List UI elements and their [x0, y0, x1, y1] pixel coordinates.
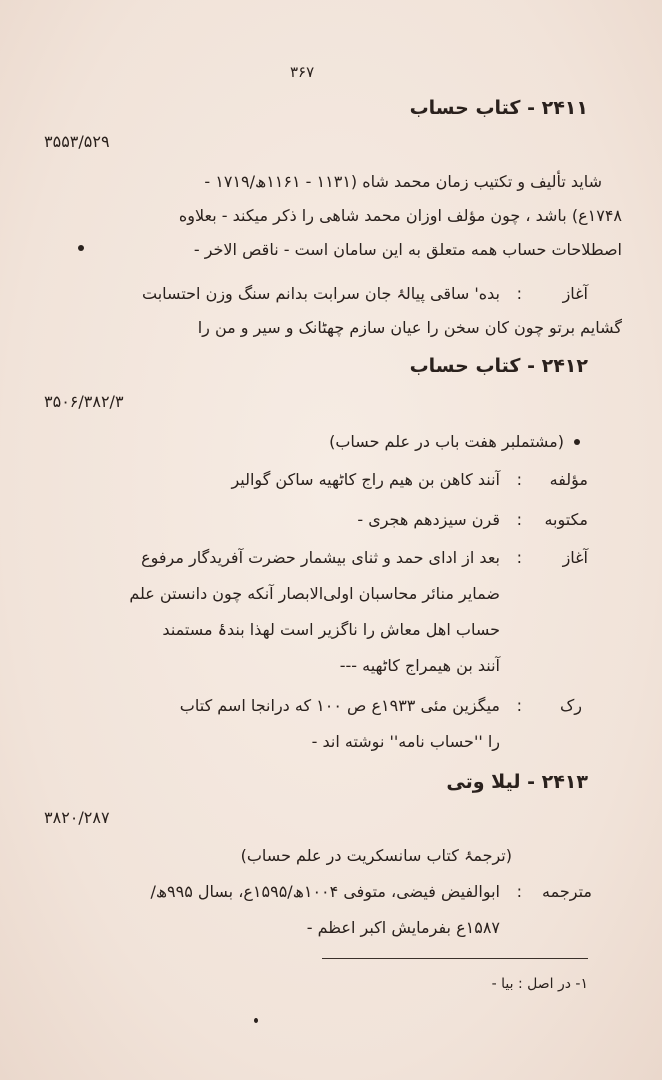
incipit-text: آنند بن هیمراج کاٹھیه ---: [339, 656, 500, 675]
incipit-text: ضمایر منائر محاسبان اولی‌الابصار آنکه چون دانستن علم: [129, 584, 500, 603]
field-sep: :: [516, 470, 522, 489]
entry-text-line: ۱۷۴۸ع) باشد ، چون مؤلف اوزان محمد شاهی را ذکر میکند - بعلاوه: [178, 206, 622, 225]
field-label: آغاز: [562, 548, 588, 567]
field-sep: :: [516, 548, 522, 567]
entry-text-line: شاید تألیف و تکتیب زمان محمد شاه (۱۱۳۱ - ۱۱۶۱ھ/۱۷۱۹ -: [204, 172, 602, 191]
field-sep: :: [516, 696, 522, 715]
contents-note: (ترجمۂ کتاب سانسکریت در علم حساب): [240, 846, 512, 865]
shelf-number: ۳۸۲۰/۲۸۷: [44, 808, 110, 827]
translator-text: ابوالفیض فیضی، متوفی ۱۰۰۴ھ/۱۵۹۵ع، بسال ۹۹۵ھ/: [150, 882, 500, 901]
footnote-rule: [322, 958, 588, 959]
shelf-number: ۳۵۰۶/۳۸۲/۳: [44, 392, 124, 411]
entry-heading: ۲۴۱۳ - لیلا وتی: [446, 771, 588, 793]
field-sep: :: [516, 882, 522, 901]
incipit-label: آغاز: [562, 284, 588, 303]
author-value: آنند کاهن بن هیم راج کاٹھیه ساکن گوالیر: [231, 470, 500, 489]
incipit-verse: بده' ساقی پیالۂ جان سرابت بدانم سنگ وزن احتسابت: [142, 284, 500, 303]
date-value: قرن سیزدهم هجری -: [357, 510, 500, 529]
incipit-text: حساب اهل معاش را ناگزیر است لهذا بندۂ مستمند: [162, 620, 500, 639]
bullet-mark: [78, 245, 84, 251]
contents-note: (مشتملبر هفت باب در علم حساب): [329, 432, 564, 451]
footnote: ۱- در اصل : بیا -: [491, 976, 588, 992]
reference-text: را ''حساب نامه'' نوشته اند -: [311, 732, 500, 751]
page-mark: [254, 1018, 258, 1023]
entry-heading: ۲۴۱۱ - کتاب حساب: [409, 97, 588, 119]
entry-heading: ۲۴۱۲ - کتاب حساب: [409, 355, 588, 377]
shelf-number: ۳۵۵۳/۵۲۹: [44, 132, 110, 151]
field-label: مکتوبه: [544, 510, 588, 529]
incipit-verse: گشایم برتو چون کان سخن را عیان سازم چهٹانک و سیر و من را: [197, 318, 622, 337]
bullet-mark: [574, 439, 580, 445]
page-number: ۳۶۷: [290, 63, 315, 81]
reference-text: میگزین مئی ۱۹۳۳ع ص ۱۰۰ که درانجا اسم کتاب: [179, 696, 500, 715]
field-label: مترجمه: [542, 882, 592, 901]
incipit-sep: :: [516, 284, 522, 303]
field-label: مؤلفه: [549, 470, 588, 489]
translator-text: ۱۵۸۷ع بفرمایش اکبر اعظم -: [306, 918, 500, 937]
incipit-text: بعد از ادای حمد و ثنای بیشمار حضرت آفریدگار مرفوع: [141, 548, 500, 567]
entry-text-line: اصطلاحات حساب همه متعلق به این سامان است - ناقص الاخر -: [193, 240, 622, 259]
field-sep: :: [516, 510, 522, 529]
field-label: رک: [559, 696, 582, 715]
